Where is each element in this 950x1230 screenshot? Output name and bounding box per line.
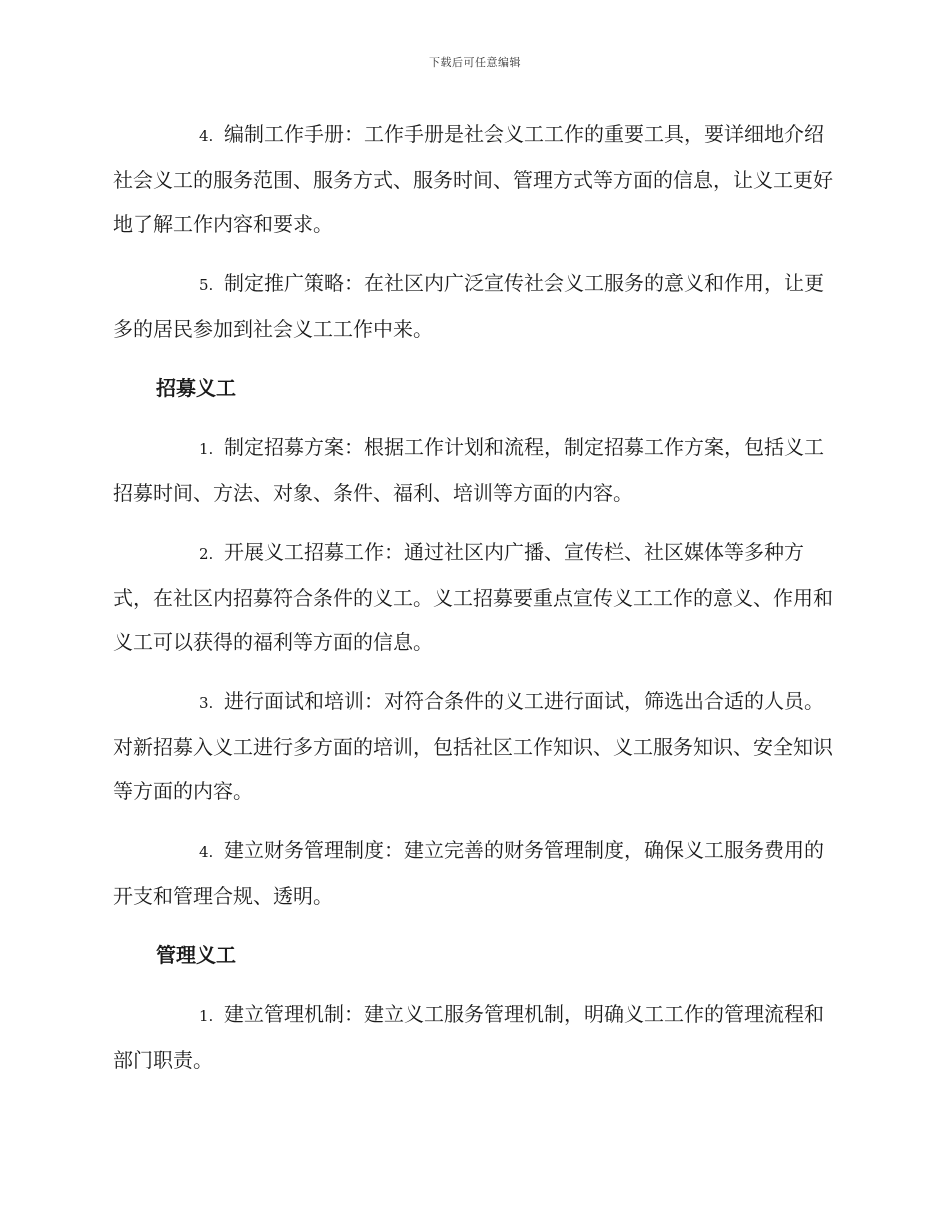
item-text: 建立管理机制：建立义工服务管理机制，明确义工工作的管理流程和部门职责。 (113, 1002, 824, 1072)
list-item-recruit-plan (113, 425, 833, 515)
item-text: 建立财务管理制度：建立完善的财务管理制度，确保义工服务费用的开支和管理合规、透明。 (113, 838, 824, 908)
page-header: 下载后可任意编辑 (429, 56, 521, 69)
item-number: 1. (199, 1007, 214, 1025)
item-text: 编制工作手册：工作手册是社会义工工作的重要工具，要详细地介绍社会义工的服务范围、服务方式、服务时间、管理方式等方面的信息，让义工更好地了解工作内容和要求。 (113, 122, 833, 236)
list-item-management-mechanism (113, 992, 833, 1082)
item-text: 制定推广策略：在社区内广泛宣传社会义工服务的意义和作用，让更多的居民参加到社会义工工作中来。 (113, 271, 824, 341)
list-item-recruit-work (113, 530, 833, 664)
item-text: 开展义工招募工作：通过社区内广播、宣传栏、社区媒体等多种方式，在社区内招募符合条件的义工。义工招募要重点宣传义工工作的意义、作用和义工可以获得的福利等方面的信息。 (113, 540, 833, 654)
item-number: 1. (199, 440, 214, 458)
item-text: 制定招募方案：根据工作计划和流程，制定招募工作方案，包括义工招募时间、方法、对象、条件、福利、培训等方面的内容。 (113, 435, 824, 505)
item-number: 3. (199, 694, 214, 712)
item-number: 2. (199, 545, 214, 563)
section-heading-recruit: 招募义工 (156, 376, 236, 400)
section-heading-manage: 管理义工 (156, 943, 236, 967)
list-item-finance-system (113, 828, 833, 918)
list-item-interview-training (113, 679, 833, 813)
list-item-promotion-strategy (113, 261, 833, 351)
item-text: 进行面试和培训：对符合条件的义工进行面试，筛选出合适的人员。对新招募入义工进行多方面的培训，包括社区工作知识、义工服务知识、安全知识等方面的内容。 (113, 689, 833, 803)
item-number: 5. (199, 276, 214, 294)
item-number: 4. (199, 843, 214, 861)
list-item-compile-manual (113, 112, 833, 246)
document-body (113, 112, 833, 1097)
item-number: 4. (199, 127, 214, 145)
